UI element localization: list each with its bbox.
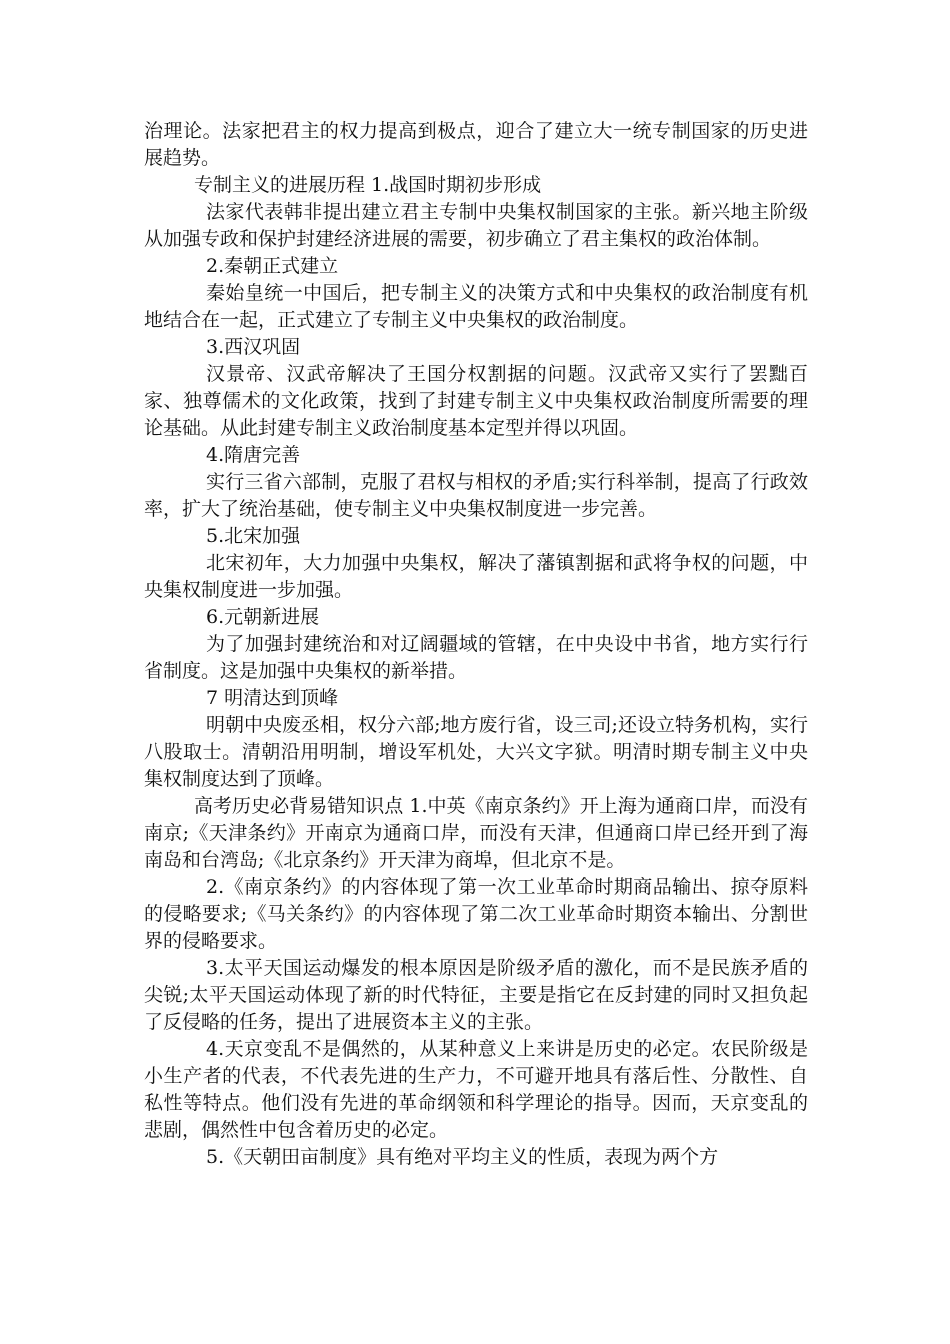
subheading: 3.西汉巩固 (206, 336, 301, 358)
subheading: 5.北宋加强 (206, 525, 301, 547)
paragraph: 明朝中央废丞相，权分六部;地方废行省，设三司;还设立特务机构，实行八股取士。清朝沿用明制，增设军机处，大兴文字狱。明清时期专制主义中央集权制度达到了顶峰。 (144, 714, 808, 790)
document-body (144, 118, 808, 1171)
paragraph: 实行三省六部制，克服了君权与相权的矛盾;实行科举制，提高了行政效率，扩大了统治基础，使专制主义中央集权制度进一步完善。 (144, 471, 808, 520)
paragraph: 法家代表韩非提出建立君主专制中央集权制国家的主张。新兴地主阶级从加强专政和保护封建经济进展的需要，初步确立了君主集权的政治体制。 (144, 201, 808, 250)
paragraph: 北宋初年，大力加强中央集权，解决了藩镇割据和武将争权的问题，中央集权制度进一步加强。 (144, 552, 808, 601)
paragraph: 治理论。法家把君主的权力提高到极点，迎合了建立大一统专制国家的历史进展趋势。 (144, 120, 808, 169)
subheading: 7 明清达到顶峰 (206, 687, 339, 709)
paragraph: 3.太平天国运动爆发的根本原因是阶级矛盾的激化，而不是民族矛盾的尖锐;太平天国运动体现了新的时代特征，主要是指它在反封建的同时又担负起了反侵略的任务，提出了进展资本主义的主张。 (144, 957, 808, 1033)
paragraph: 汉景帝、汉武帝解决了王国分权割据的问题。汉武帝又实行了罢黜百家、独尊儒术的文化政策，找到了封建专制主义中央集权政治制度所需要的理论基础。从此封建专制主义政治制度基本定型并得以巩固。 (144, 363, 808, 439)
paragraph: 2.《南京条约》的内容体现了第一次工业革命时期商品输出、掠夺原料的侵略要求;《马关条约》的内容体现了第二次工业革命时期资本输出、分割世界的侵略要求。 (144, 876, 808, 952)
subheading: 2.秦朝正式建立 (206, 255, 339, 277)
paragraph: 5.《天朝田亩制度》具有绝对平均主义的性质，表现为两个方 (206, 1146, 719, 1168)
subheading: 6.元朝新进展 (206, 606, 320, 628)
subheading: 4.隋唐完善 (206, 444, 301, 466)
paragraph: 秦始皇统一中国后，把专制主义的决策方式和中央集权的政治制度有机地结合在一起，正式建立了专制主义中央集权的政治制度。 (144, 282, 808, 331)
paragraph: 4.天京变乱不是偶然的，从某种意义上来讲是历史的必定。农民阶级是小生产者的代表，不代表先进的生产力，不可避开地具有落后性、分散性、自私性等特点。他们没有先进的革命纲领和科学理论的指导。因而，天京变乱的悲剧，偶然性中包含着历史的必定。 (144, 1038, 808, 1141)
section-heading: 高考历史必背易错知识点 1.中英《南京条约》开上海为通商口岸，而没有南京;《天津条约》开南京为通商口岸，而没有天津，但通商口岸已经开到了海南岛和台湾岛;《北京条约》开天津为商埠，但北京不是。 (144, 795, 808, 871)
paragraph: 为了加强封建统治和对辽阔疆域的管辖，在中央设中书省，地方实行行省制度。这是加强中央集权的新举措。 (144, 633, 808, 682)
section-heading: 专制主义的进展历程 1.战国时期初步形成 (194, 174, 542, 196)
